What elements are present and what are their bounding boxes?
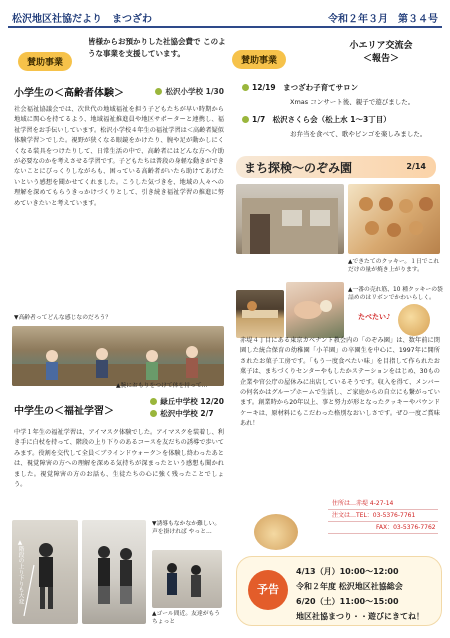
event-xmas: 12/19 まつざわ子育てサロン Xmas コンサート後、親子で遊びました。 <box>242 82 442 106</box>
goal-scene-illustration <box>152 550 222 608</box>
sponsor-pill: 賛助事業 <box>18 52 72 71</box>
dot-icon <box>150 410 157 417</box>
bun-mascot-icon <box>398 304 430 336</box>
table-illustration <box>236 290 284 338</box>
shop-photo <box>236 184 344 254</box>
blindwalk-photo-3 <box>152 550 222 608</box>
dot-icon <box>150 398 157 405</box>
photo-caption-stairs: ▲階段の上り下りも大変 <box>17 540 23 604</box>
order-info-box <box>328 498 438 534</box>
issue-number: 令和２年３月 第３４号 <box>328 14 438 25</box>
hands-illustration <box>286 282 344 338</box>
gym-scene-illustration <box>12 326 224 386</box>
salon-title: 小エリア交流会 ＜報告＞ <box>349 41 413 64</box>
sponsor-pill-right: 賛助事業 <box>232 50 286 69</box>
bagging-photo <box>286 282 344 338</box>
intro-text: 皆様からお預かりした社協会費で このような事業を支援しています。 <box>88 37 226 58</box>
student-pair-illustration <box>82 520 146 624</box>
elementary-section <box>14 84 224 209</box>
elementary-photo <box>12 326 224 386</box>
photo-caption-guide: ▼誘導もなかなか難しい。声を掛ければ やっと… <box>152 521 221 535</box>
cookie-mascot-icon <box>254 514 298 550</box>
school-tag: 松沢小学校 1/30 <box>155 86 224 97</box>
nozomi-banner <box>236 156 436 178</box>
dot-icon <box>242 84 249 91</box>
photo-caption-goal: ▲ゴール間近。友達がもうちょっと <box>152 611 221 625</box>
cookies-photo <box>348 184 440 254</box>
elementary-body: 社会福祉協議会では、次世代の地域福祉を担う子どもたちが早い時期から地域に関心を持てるよう、地域福祉推進員や地区サポーターと連携し、福祉学習をお手伝いしています。松沢小学校４年生の福祉学習は＜高齢者疑似体験学習＞でした。視野が狭くなる眼鏡をかけたり、腕や足が動かしにくくなる装具をつけたりして、日常生活の中で、高齢者にはどんな方へ介助が必要なのかを考えさせる学習です。子どもたちは普段の身軽な動きができないことにびっくりしながらも、困っている高齢者がいたら助けてあげたいという感想を聞かせてくれました。こうした気づきを、地域の人々への理解を深めてもらうきっかけづくりとして、引き続き福祉学習の推進に努めていきたいと考えています。 <box>14 106 224 207</box>
junior-high-body: 中学１年生の福祉学習は、アイマスク体験でした。アイマスクを装着し、利き手に白杖を持って、階段の上り下りのあるコースを友だちの誘導で歩いてみます。役割を交代して全員＜ブラインドウォーク＞を体験し終わったあとは、視覚障害の方への理解を深める気持ちが深まったという感想も聞かれました。視覚障害の方のお話も、生徒たちの心に強く残ったことでしょう。 <box>14 429 224 489</box>
cookie-tray-illustration <box>348 184 440 254</box>
info-address: 住所は…赤堤 4-27-14 <box>328 498 438 510</box>
table-photo <box>236 290 284 338</box>
info-tel: 注文は…TEL：03-5376-7761 <box>328 510 438 522</box>
photo-caption-bottom: ▲腕におもりをつけて体を持って… <box>116 383 208 389</box>
yokoku-lines: 4/13（月）10:00〜12:00 令和２年度 松沢地区社協総会 6/20（土）11:00〜15:00 地区社協まつり・・遊びにきてね！ <box>296 567 424 621</box>
junior-high-tags: 緑丘中学校 12/20 松沢中学校 2/7 <box>150 396 224 420</box>
section-title-junior-high: 中学生の＜福祉学習＞ <box>14 406 114 417</box>
caption-cookies: ▲できたてのクッキー。１日でこれだけの量が焼き上がります。 <box>348 259 440 273</box>
event-sakura: 1/7 松沢さくら会（松上水 1〜3丁目） お弁当を食べて、歌やビンゴを楽しみました。 <box>242 114 442 138</box>
sticker-label: たべたい♪ <box>358 313 391 321</box>
banner-date: 2/14 <box>406 162 426 171</box>
junior-high-section <box>14 396 224 490</box>
info-fax: FAX：03-5376-7762 <box>328 522 438 534</box>
newsletter-title: 松沢地区社協だより まつざわ <box>12 14 152 25</box>
dot-icon <box>155 88 162 95</box>
caption-bagging: ▲一番の売れ筋、10 種クッキーの袋詰めのはリボンでかわいらしく。 <box>348 287 443 301</box>
yokoku-badge: 予告 <box>248 570 288 610</box>
nozomi-body: 赤堤４丁目にある東京カベナント教会内の「のぞみ園」は、数年前に閉園した統合保育の幼稚園「小羊園」の卒園生を中心に、1997年に開所されたお菓子工房です。「もう一度食べたい味」を目指して作られたお菓子は、まちづくりセンターやもしたかステーションをはじめ、30もの企業や官公庁の屋休みに出店しているそうです。収入を得て、メンバーの何名かはグループホームで生活し、ご家庭からの自立にも繋がっています。創業時から20年以上、事と努力が形となったクッキーやパウンドケーキは、原材料にもこだわった格別なおいしさです。ぜひ一度ご賞味あれ！ <box>240 337 440 428</box>
shop-building-illustration <box>236 184 344 254</box>
right-column <box>232 32 444 632</box>
newsletter-header <box>8 6 442 28</box>
banner-title: まち探検～のぞみ園 <box>244 161 353 175</box>
left-column <box>8 32 224 632</box>
blindwalk-photo-2 <box>82 520 146 624</box>
photo-caption-top: ▼高齢者ってどんな感じなのだろう？ <box>14 315 112 321</box>
dot-icon <box>242 116 249 123</box>
section-title-elementary: 小学生の＜高齢者体験＞ <box>14 88 124 99</box>
